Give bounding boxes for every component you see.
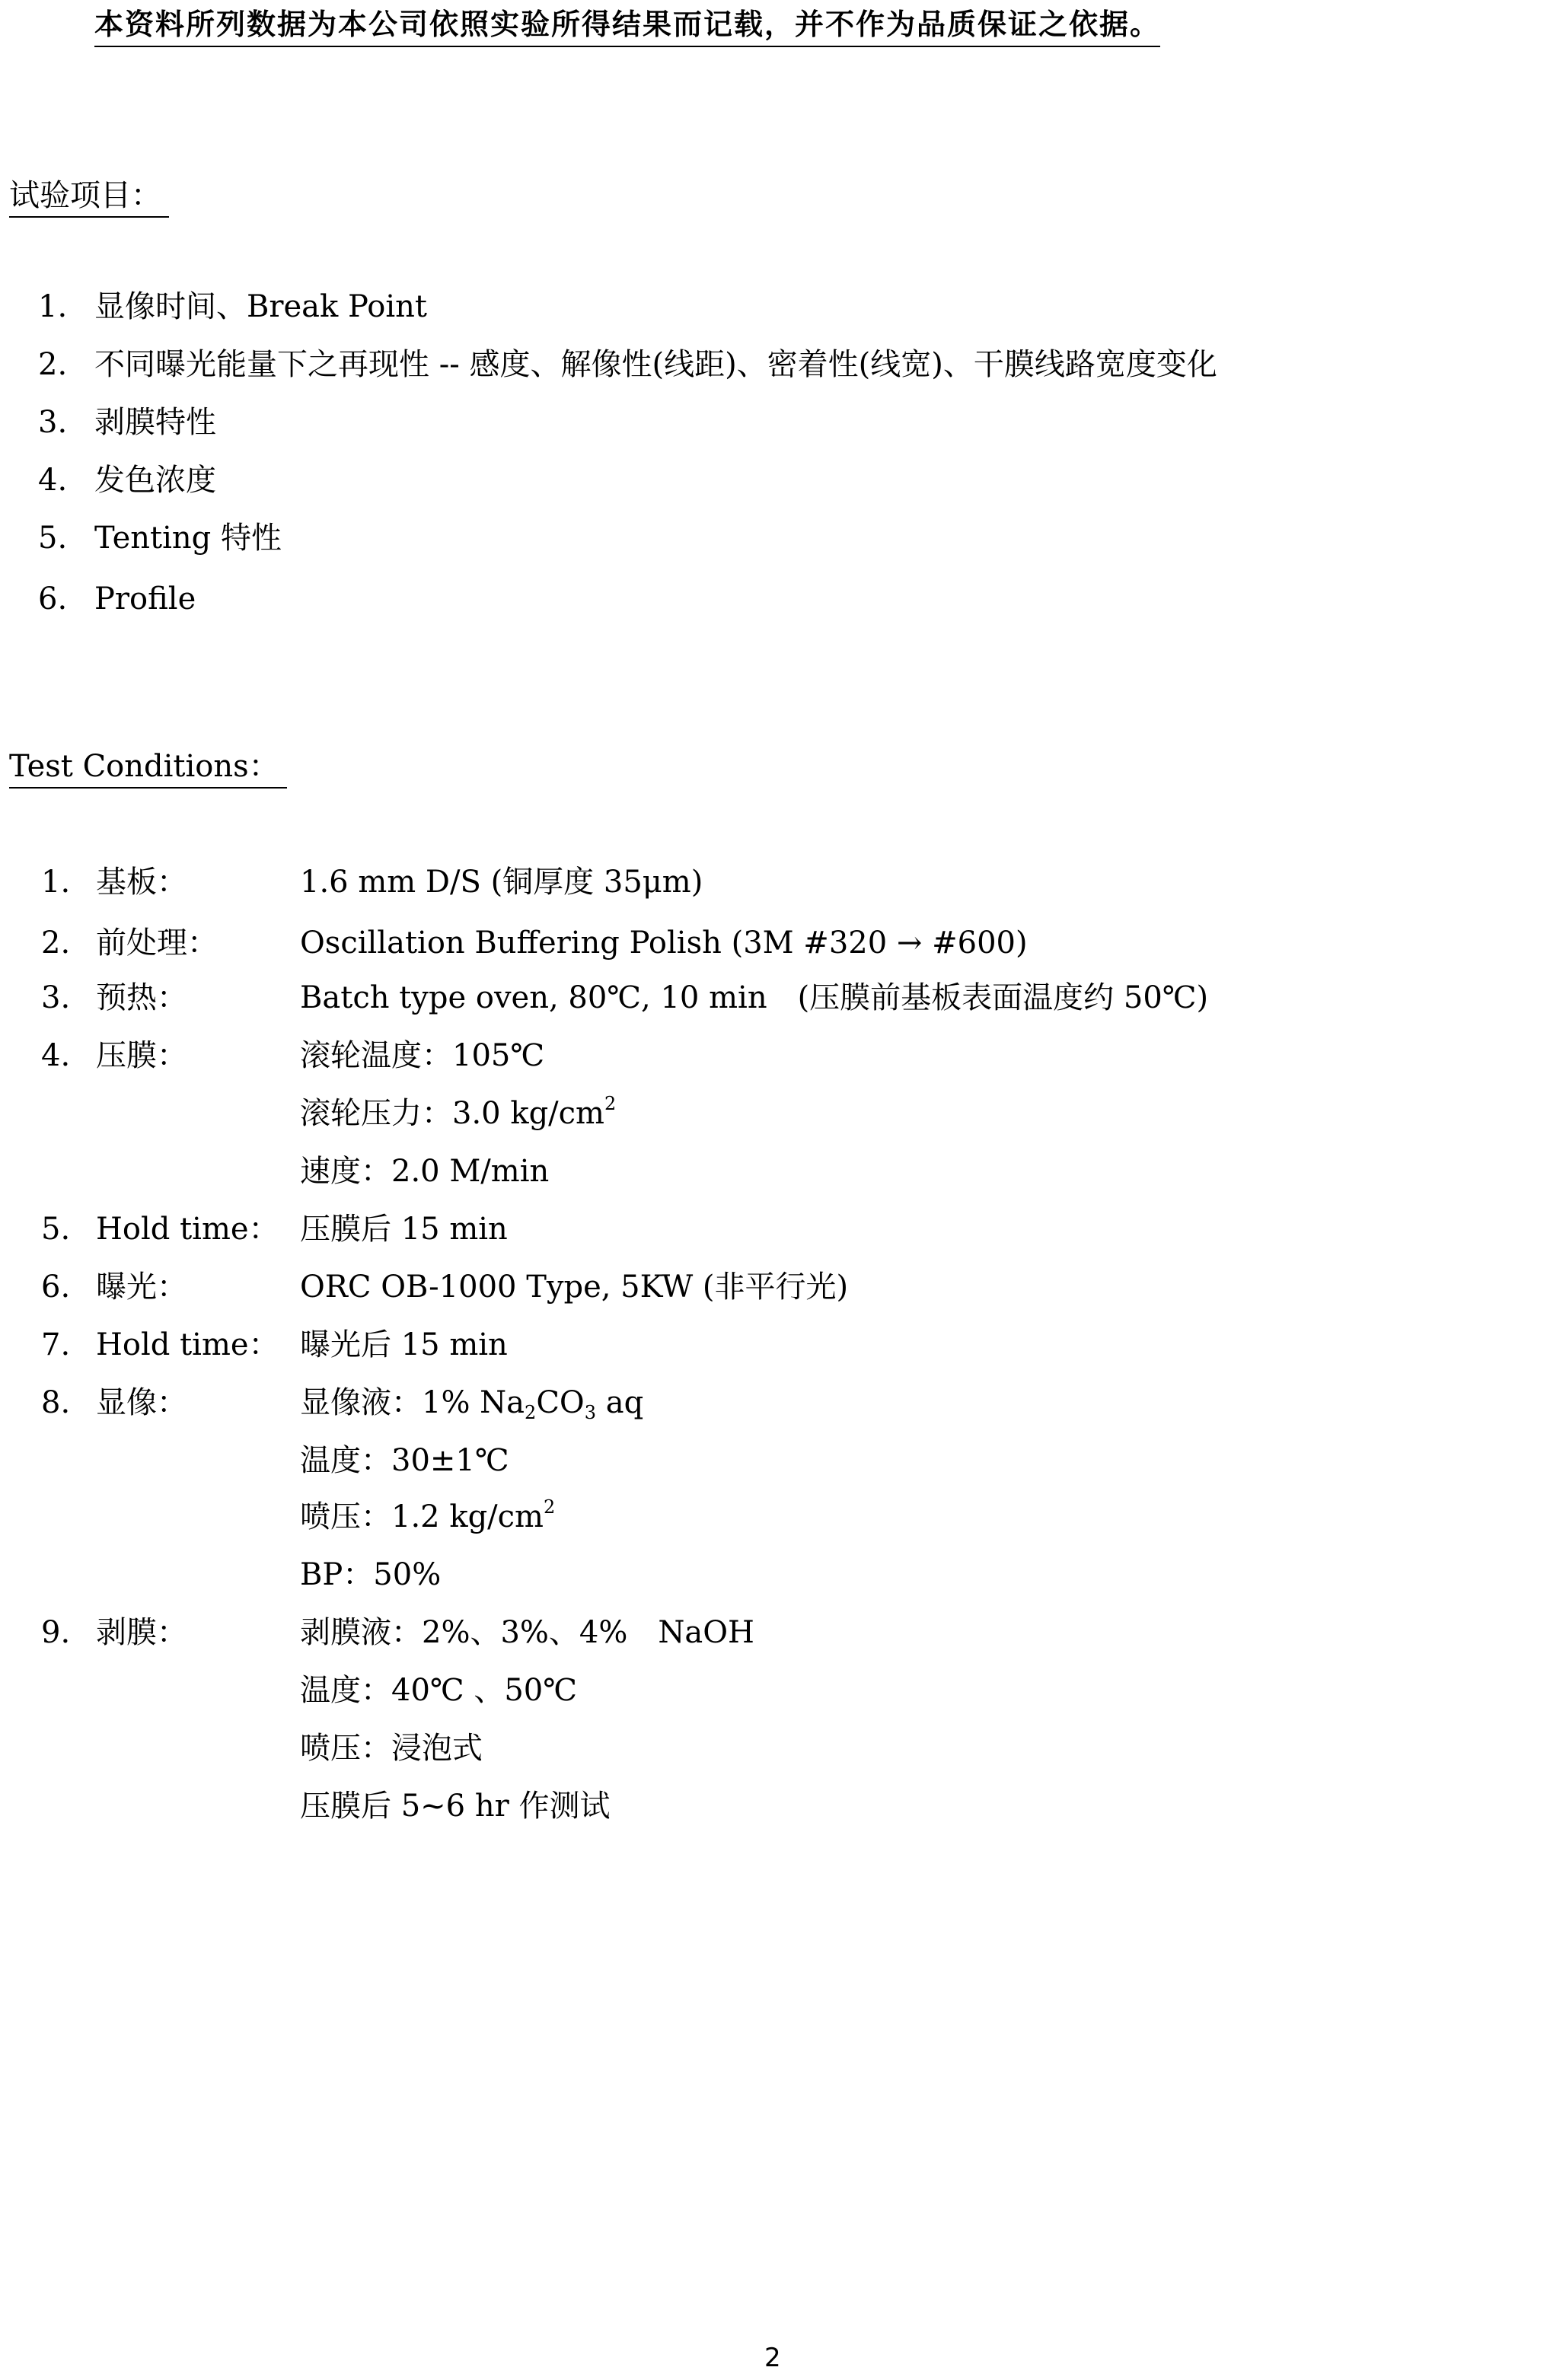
condition-row — [41, 1670, 1533, 1711]
condition-row — [41, 862, 1533, 903]
condition-row — [41, 1266, 1533, 1308]
test-item-number: 3. — [38, 405, 68, 440]
condition-value: Oscillation Buffering Polish (3M #320 → #600) — [300, 926, 1028, 961]
test-item-text: Tenting 特性 — [94, 521, 282, 556]
condition-label: 显像： — [96, 1385, 187, 1420]
condition-label: 基板： — [96, 865, 187, 900]
condition-value: 曝光后 15 min — [300, 1327, 508, 1362]
subscript: 2 — [525, 1402, 537, 1423]
condition-value: 滚轮温度：105℃ — [300, 1038, 545, 1073]
condition-label: 预热： — [96, 980, 187, 1015]
disclaimer-header: 本资料所列数据为本公司依照实验所得结果而记载，并不作为品质保证之依据。 — [94, 5, 1160, 47]
test-item-number: 1. — [38, 289, 68, 324]
test-item-text: Profile — [94, 581, 196, 617]
condition-number: 1. — [41, 865, 71, 900]
test-item — [38, 344, 1545, 385]
condition-value: 压膜后 5~6 hr 作测试 — [300, 1789, 611, 1824]
condition-value: 1.6 mm D/S (铜厚度 35μm) — [300, 865, 703, 900]
condition-value: 温度：40℃ 、50℃ — [300, 1673, 578, 1708]
test-item-number: 2. — [38, 347, 68, 382]
condition-row — [41, 1496, 1533, 1537]
condition-label: 剥膜： — [96, 1615, 187, 1650]
condition-value: BP：50% — [300, 1557, 442, 1592]
test-item-text: 剥膜特性 — [94, 405, 216, 440]
condition-number: 4. — [41, 1038, 71, 1073]
superscript: 2 — [604, 1093, 617, 1114]
condition-value: ORC OB-1000 Type, 5KW (非平行光) — [300, 1270, 849, 1305]
page-number: 2 — [764, 2343, 781, 2373]
condition-label: 前处理： — [96, 926, 218, 961]
condition-value — [300, 1496, 555, 1537]
condition-row — [41, 1786, 1533, 1827]
condition-row — [41, 1728, 1533, 1769]
condition-value: 温度：30±1℃ — [300, 1443, 509, 1478]
test-item — [38, 578, 1545, 620]
test-item-number: 5. — [38, 521, 68, 556]
test-item — [38, 286, 1545, 327]
condition-number: 7. — [41, 1327, 71, 1362]
subscript: 3 — [584, 1402, 596, 1423]
test-item — [38, 402, 1545, 443]
condition-value: 速度：2.0 M/min — [300, 1154, 550, 1189]
condition-number: 8. — [41, 1385, 71, 1420]
condition-number: 6. — [41, 1270, 71, 1305]
condition-label: Hold time： — [96, 1212, 279, 1247]
condition-value — [300, 1382, 643, 1423]
superscript: 2 — [543, 1496, 556, 1518]
test-item — [38, 460, 1545, 501]
condition-label: 压膜： — [96, 1038, 187, 1073]
condition-row — [41, 1382, 1533, 1423]
test-item-text: 发色浓度 — [94, 463, 216, 498]
test-item-text: 显像时间、Break Point — [94, 289, 427, 324]
condition-value-text: 喷压：1.2 kg/cm — [300, 1499, 544, 1534]
condition-row — [41, 922, 1533, 964]
condition-value: 压膜后 15 min — [300, 1212, 508, 1247]
test-item — [38, 518, 1545, 559]
condition-number: 2. — [41, 926, 71, 961]
test-item-text: 不同曝光能量下之再现性 -- 感度、解像性(线距)、密着性(线宽)、干膜线路宽度变化 — [94, 347, 1217, 382]
condition-label: Hold time： — [96, 1327, 279, 1362]
condition-row — [41, 1151, 1533, 1192]
condition-row — [41, 977, 1533, 1018]
condition-value-text: 显像液：1% Na — [300, 1385, 525, 1420]
condition-value: 喷压：浸泡式 — [300, 1731, 483, 1766]
condition-row — [41, 1209, 1533, 1250]
condition-label: 曝光： — [96, 1270, 187, 1305]
condition-number: 5. — [41, 1212, 71, 1247]
condition-row — [41, 1440, 1533, 1481]
test-conditions-heading: Test Conditions： — [9, 746, 287, 789]
condition-value — [300, 1093, 616, 1134]
test-items-heading: 试验项目： — [9, 175, 169, 218]
condition-number: 9. — [41, 1615, 71, 1650]
condition-row — [41, 1324, 1533, 1365]
condition-row — [41, 1554, 1533, 1595]
test-item-number: 6. — [38, 581, 68, 617]
condition-value: Batch type oven, 80℃, 10 min (压膜前基板表面温度约 50℃) — [300, 980, 1209, 1015]
condition-row — [41, 1093, 1533, 1134]
condition-value: 剥膜液：2%、3%、4% NaOH — [300, 1615, 754, 1650]
condition-number: 3. — [41, 980, 71, 1015]
condition-value-text: CO — [536, 1385, 585, 1420]
condition-row — [41, 1612, 1533, 1653]
condition-row — [41, 1035, 1533, 1076]
condition-value-text: 滚轮压力：3.0 kg/cm — [300, 1096, 604, 1131]
test-item-number: 4. — [38, 463, 68, 498]
condition-value-text: aq — [596, 1385, 644, 1420]
